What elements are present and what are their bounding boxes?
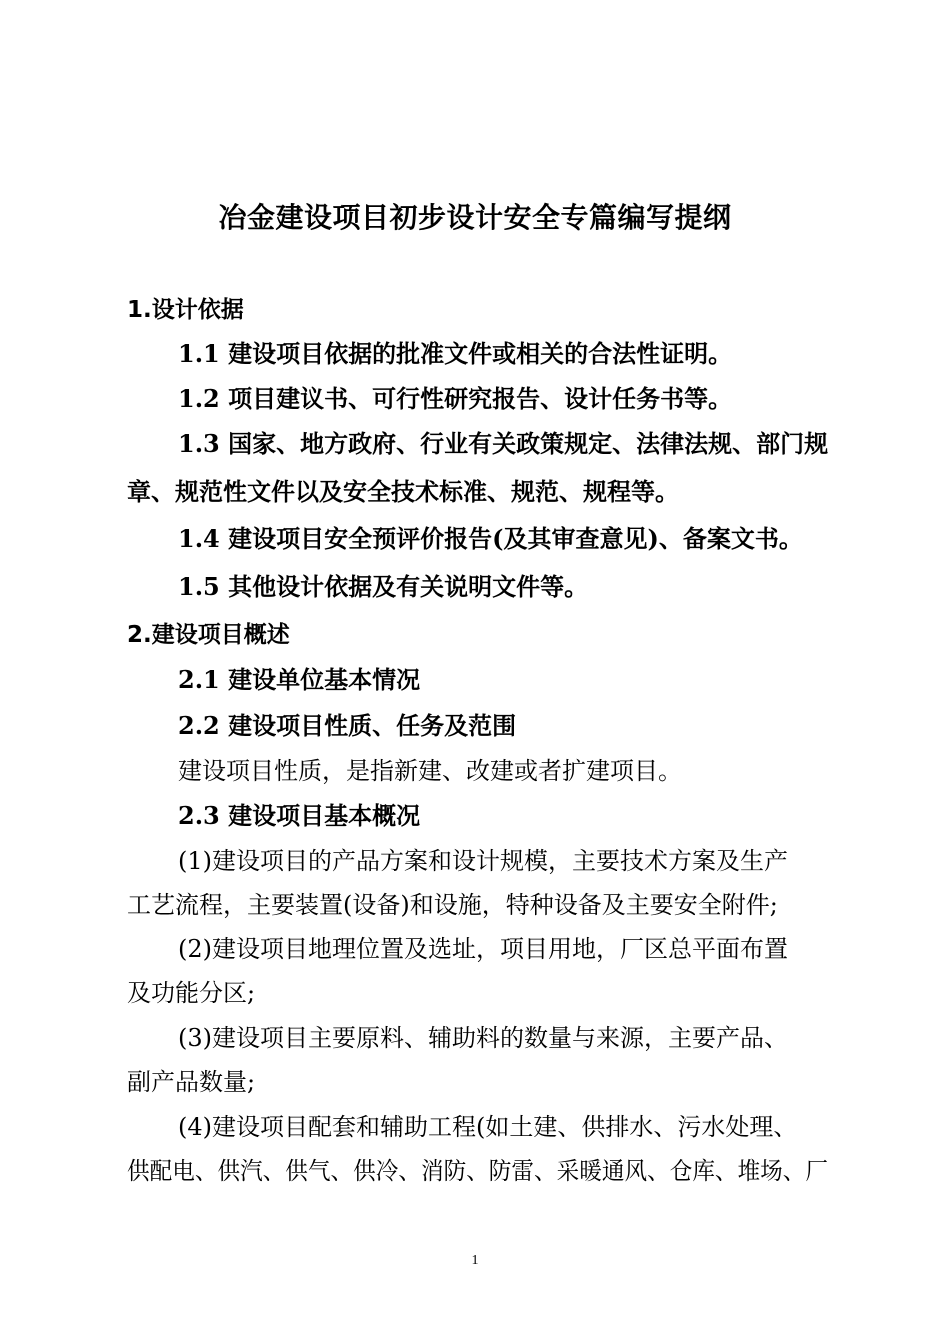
item-2-2: 2.2 建设项目性质、任务及范围: [178, 711, 517, 740]
document-title: 冶金建设项目初步设计安全专篇编写提纲: [218, 201, 732, 234]
paragraph-1-line-2: 工艺流程，主要装置(设备)和设施，特种设备及主要安全附件;: [127, 891, 778, 919]
item-1-3-line-1: 1.3 国家、地方政府、行业有关政策规定、法律法规、部门规: [178, 429, 829, 458]
paragraph-3-line-1: (3)建设项目主要原料、辅助料的数量与来源，主要产品、: [178, 1024, 788, 1052]
item-1-3-line-2: 章、规范性文件以及安全技术标准、规范、规程等。: [127, 477, 679, 506]
paragraph-2-line-2: 及功能分区;: [127, 979, 256, 1007]
item-1-5: 1.5 其他设计依据及有关说明文件等。: [178, 572, 589, 601]
item-1-1: 1.1 建设项目依据的批准文件或相关的合法性证明。: [178, 339, 733, 368]
item-2-3: 2.3 建设项目基本概况: [178, 801, 421, 830]
item-1-2: 1.2 项目建议书、可行性研究报告、设计任务书等。: [178, 384, 733, 413]
page-number: 1: [471, 1253, 479, 1268]
paragraph-4-line-2: 供配电、供汽、供气、供冷、消防、防雷、采暖通风、仓库、堆场、厂: [127, 1157, 828, 1185]
item-2-1: 2.1 建设单位基本情况: [178, 665, 421, 694]
item-1-4: 1.4 建设项目安全预评价报告(及其审查意见)、备案文书。: [178, 524, 803, 553]
paragraph-3-line-2: 副产品数量;: [127, 1068, 256, 1096]
paragraph-1-line-1: (1)建设项目的产品方案和设计规模，主要技术方案及生产: [178, 847, 788, 875]
paragraph-4-line-1: (4)建设项目配套和辅助工程(如土建、供排水、污水处理、: [178, 1113, 798, 1141]
section-2-heading: 2.建设项目概述: [127, 622, 290, 648]
paragraph-2-line-1: (2)建设项目地理位置及选址，项目用地，厂区总平面布置: [178, 935, 788, 963]
section-1-heading: 1.设计依据: [127, 297, 244, 323]
item-2-2-body: 建设项目性质，是指新建、改建或者扩建项目。: [178, 757, 682, 785]
